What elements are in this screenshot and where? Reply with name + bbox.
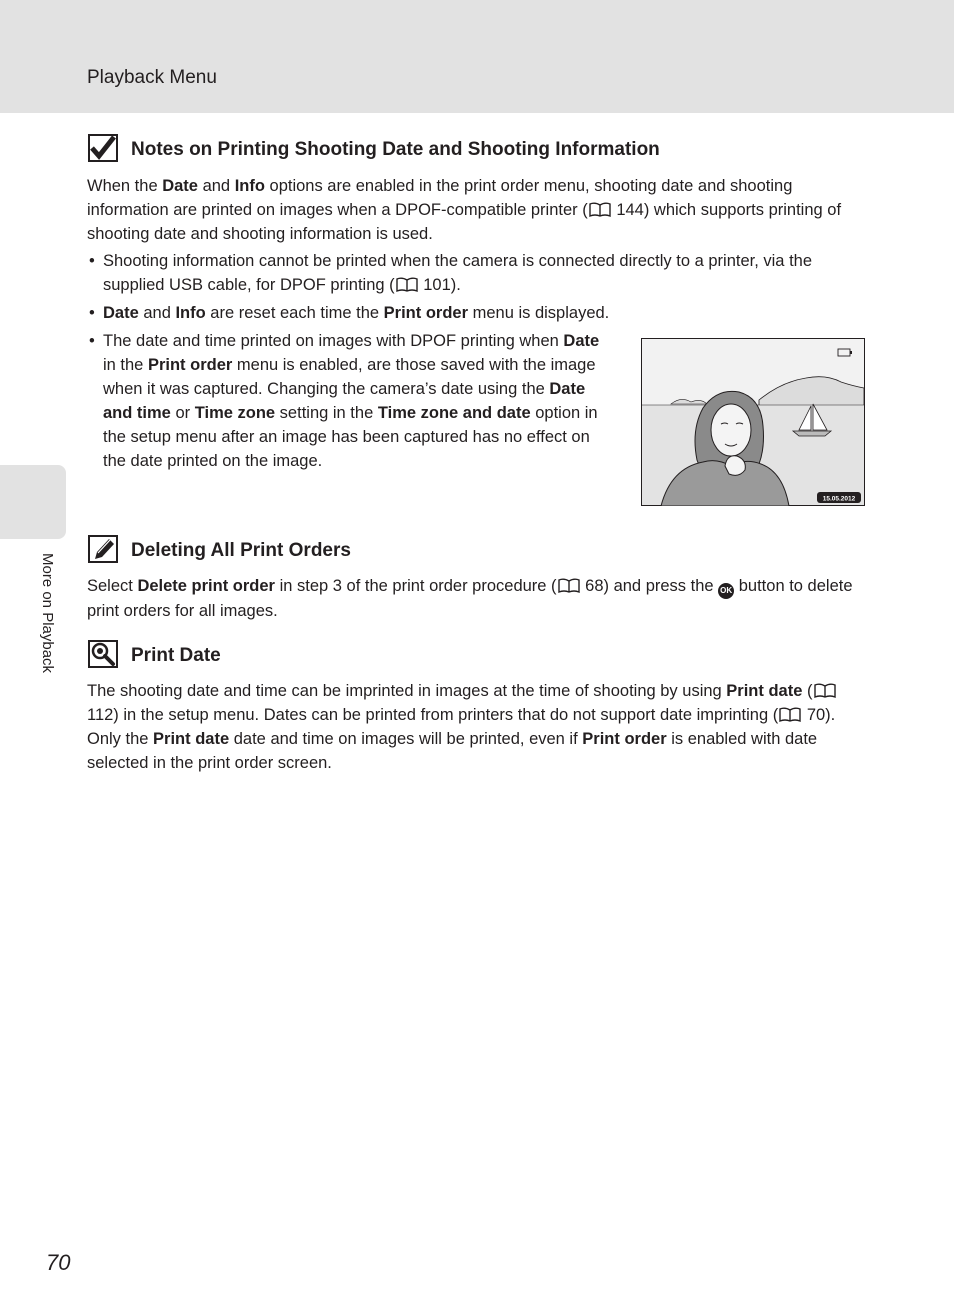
book-reference-icon: [558, 578, 580, 593]
side-tab-label: More on Playback: [39, 553, 56, 674]
caution-check-icon: [88, 134, 118, 162]
bullet-reset-note: Date and Info are reset each time the Print order menu is displayed.: [103, 304, 610, 322]
header-title: Playback Menu: [87, 67, 217, 88]
header-band: [0, 0, 954, 113]
book-reference-icon: [589, 202, 611, 217]
page-number: 70: [46, 1250, 71, 1275]
print-date-paragraph: The shooting date and time can be imprinted in images at the time of shooting by using Print date ( 112) in the setup menu. Dates can be printed from printers that do not support date imprinting ( 70). Only the Print date date and time on images will be printed, even if Print order is enabled with date selected in the print order screen.: [87, 682, 836, 772]
bullet-marker: •: [89, 252, 95, 270]
deleting-paragraph: Select Delete print order in step 3 of the print order procedure ( 68) and press the OK button to delete print orders for all images.: [87, 577, 853, 620]
section-heading-print-date: Print Date: [131, 645, 221, 666]
book-reference-icon: [814, 683, 836, 698]
ok-button-icon: OK: [718, 583, 734, 599]
sample-photo-illustration: [641, 338, 865, 506]
book-reference-icon: [779, 707, 801, 722]
section-heading-deleting: Deleting All Print Orders: [131, 540, 351, 561]
bullet-usb-note: Shooting information cannot be printed when the camera is connected directly to a printer, via the supplied USB cable, for DPOF printing ( 101).: [103, 252, 813, 294]
bullet-marker: •: [89, 304, 95, 322]
side-tab: [0, 465, 66, 539]
notes-intro-paragraph: When the Date and Info options are enabled in the print order menu, shooting date and shooting information are printed on images when a DPOF-compatible printer ( 144) which supports printing of shooting date and shooting information is used.: [87, 177, 842, 243]
note-pencil-icon: [88, 535, 118, 563]
bullet-dpof-date-note: The date and time printed on images with DPOF printing when Date in the Print order menu is enabled, are those saved with the image when it was captured. Changing the camera’s date using the Date and time or Time zone setting in the Time zone and date option in the setup menu after an image has been captured has no effect on the date printed on the image.: [103, 332, 600, 470]
bullet-marker: •: [89, 332, 95, 350]
photo-date-stamp: 15.05.2012: [822, 495, 856, 503]
magnifier-icon: [88, 640, 118, 668]
book-reference-icon: [396, 277, 418, 292]
section-heading-notes: Notes on Printing Shooting Date and Shooting Information: [131, 139, 660, 160]
